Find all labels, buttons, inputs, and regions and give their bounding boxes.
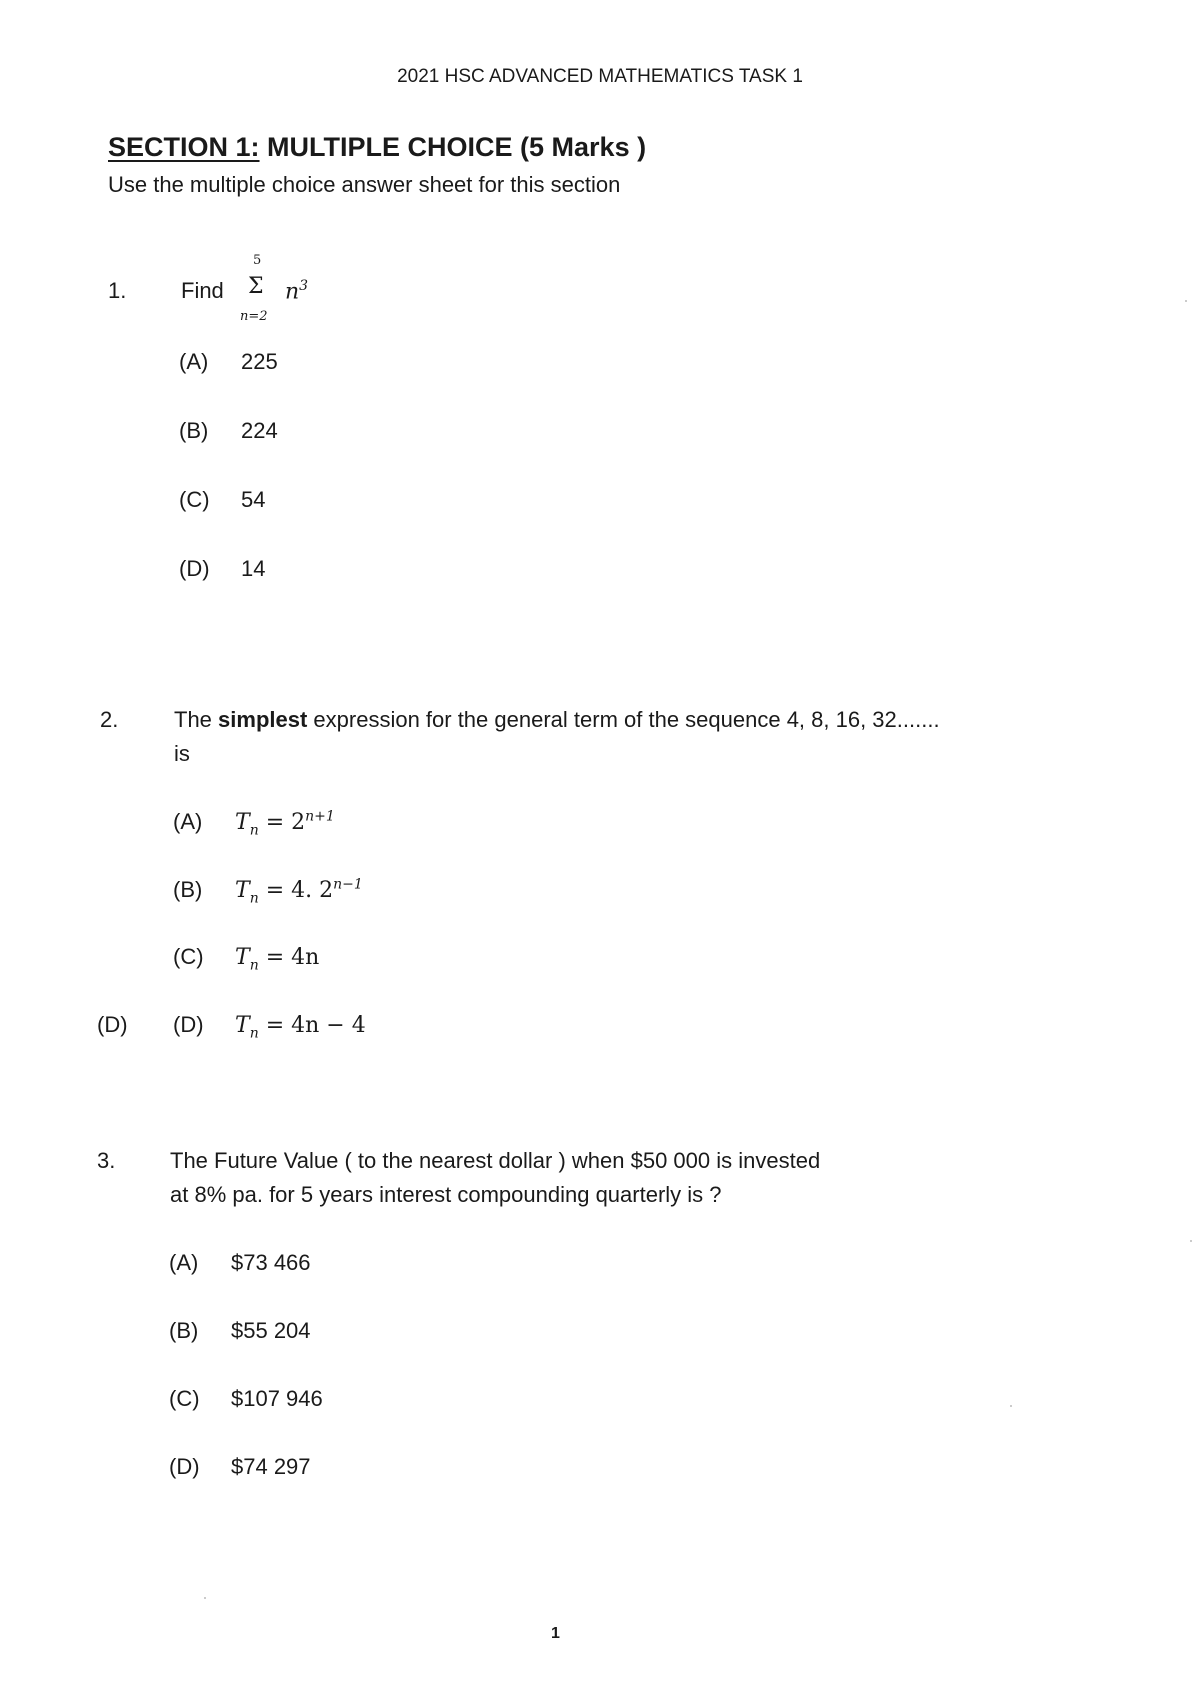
option-label: (A) xyxy=(169,1250,199,1275)
sigma-lower-limit: n=2 xyxy=(240,309,268,324)
section-title-rest: MULTIPLE CHOICE (5 Marks ) xyxy=(259,132,647,162)
scan-speck xyxy=(204,1597,206,1599)
question-2-text-post: expression for the general term of the sequence 4, 8, 16, 32....... xyxy=(307,707,940,732)
question-3-line2: at 8% pa. for 5 years interest compounding quarterly is ? xyxy=(170,1182,722,1207)
q3-option-d xyxy=(169,1454,311,1480)
option-label: (D) xyxy=(173,1012,204,1037)
option-label: (C) xyxy=(169,1386,200,1411)
q1-option-c xyxy=(179,487,265,513)
option-expression: $T_n = 4n$ xyxy=(235,945,320,974)
q3-option-a xyxy=(169,1250,311,1276)
option-value: 14 xyxy=(241,556,266,581)
q2-margin-note: (D) xyxy=(97,1012,128,1037)
question-3-line1: The Future Value ( to the nearest dollar ) when $50 000 is invested xyxy=(170,1148,821,1173)
option-value: $74 297 xyxy=(231,1454,311,1479)
option-value: 54 xyxy=(241,487,266,512)
section-subtitle: Use the multiple choice answer sheet for this section xyxy=(108,172,621,197)
option-label: (C) xyxy=(173,944,204,969)
question-3-number: 3. xyxy=(97,1148,116,1173)
option-value: $73 466 xyxy=(231,1250,311,1275)
question-2-text xyxy=(174,707,940,733)
option-expression: $T_n = 4$. $2^{n-1}$ xyxy=(235,877,363,907)
q3-option-c xyxy=(169,1386,323,1412)
question-1-number: 1. xyxy=(108,278,127,303)
sigma-symbol: Σ xyxy=(248,274,264,299)
q1-option-b xyxy=(179,418,278,444)
question-2-text-bold: simplest xyxy=(218,707,308,732)
q2-option-d xyxy=(173,1012,366,1041)
option-label: (B) xyxy=(179,418,209,443)
scan-speck xyxy=(1010,1405,1012,1407)
option-label: (D) xyxy=(169,1454,200,1479)
sigma-term-base: n xyxy=(285,279,300,305)
q3-option-b xyxy=(169,1318,311,1344)
option-value: 224 xyxy=(241,418,278,443)
option-label: (D) xyxy=(179,556,210,581)
option-label: (B) xyxy=(169,1318,199,1343)
option-label: (B) xyxy=(173,877,203,903)
option-value: $107 946 xyxy=(231,1386,323,1411)
question-2-text-line2: is xyxy=(174,741,190,766)
sigma-term-exponent: 3 xyxy=(299,278,309,294)
option-expression: $T_n = 2^{n+1}$ xyxy=(235,809,335,839)
q2-option-b xyxy=(173,877,363,907)
scan-speck xyxy=(1185,300,1187,302)
question-1-find: Find xyxy=(181,278,224,303)
page-header: 2021 HSC ADVANCED MATHEMATICS TASK 1 xyxy=(397,66,803,87)
section-title xyxy=(108,132,646,163)
q2-option-c xyxy=(173,944,319,973)
sigma-upper-limit: 5 xyxy=(253,253,262,268)
page-number: 1 xyxy=(551,1625,560,1642)
q1-option-d xyxy=(179,556,265,582)
option-label: (A) xyxy=(173,809,203,835)
option-label: (C) xyxy=(179,487,210,512)
option-value: $55 204 xyxy=(231,1318,311,1343)
option-expression: $T_n = 4n - 4$ xyxy=(235,1013,366,1042)
q2-option-a xyxy=(173,809,335,839)
scan-speck xyxy=(1190,1240,1192,1242)
q1-option-a xyxy=(179,349,278,375)
option-value: 225 xyxy=(241,349,278,374)
question-2-text-pre: The xyxy=(174,707,219,732)
question-2-number: 2. xyxy=(100,707,119,732)
sigma-term xyxy=(285,278,308,304)
option-label: (A) xyxy=(179,349,209,374)
section-title-prefix: SECTION 1: xyxy=(108,132,260,162)
